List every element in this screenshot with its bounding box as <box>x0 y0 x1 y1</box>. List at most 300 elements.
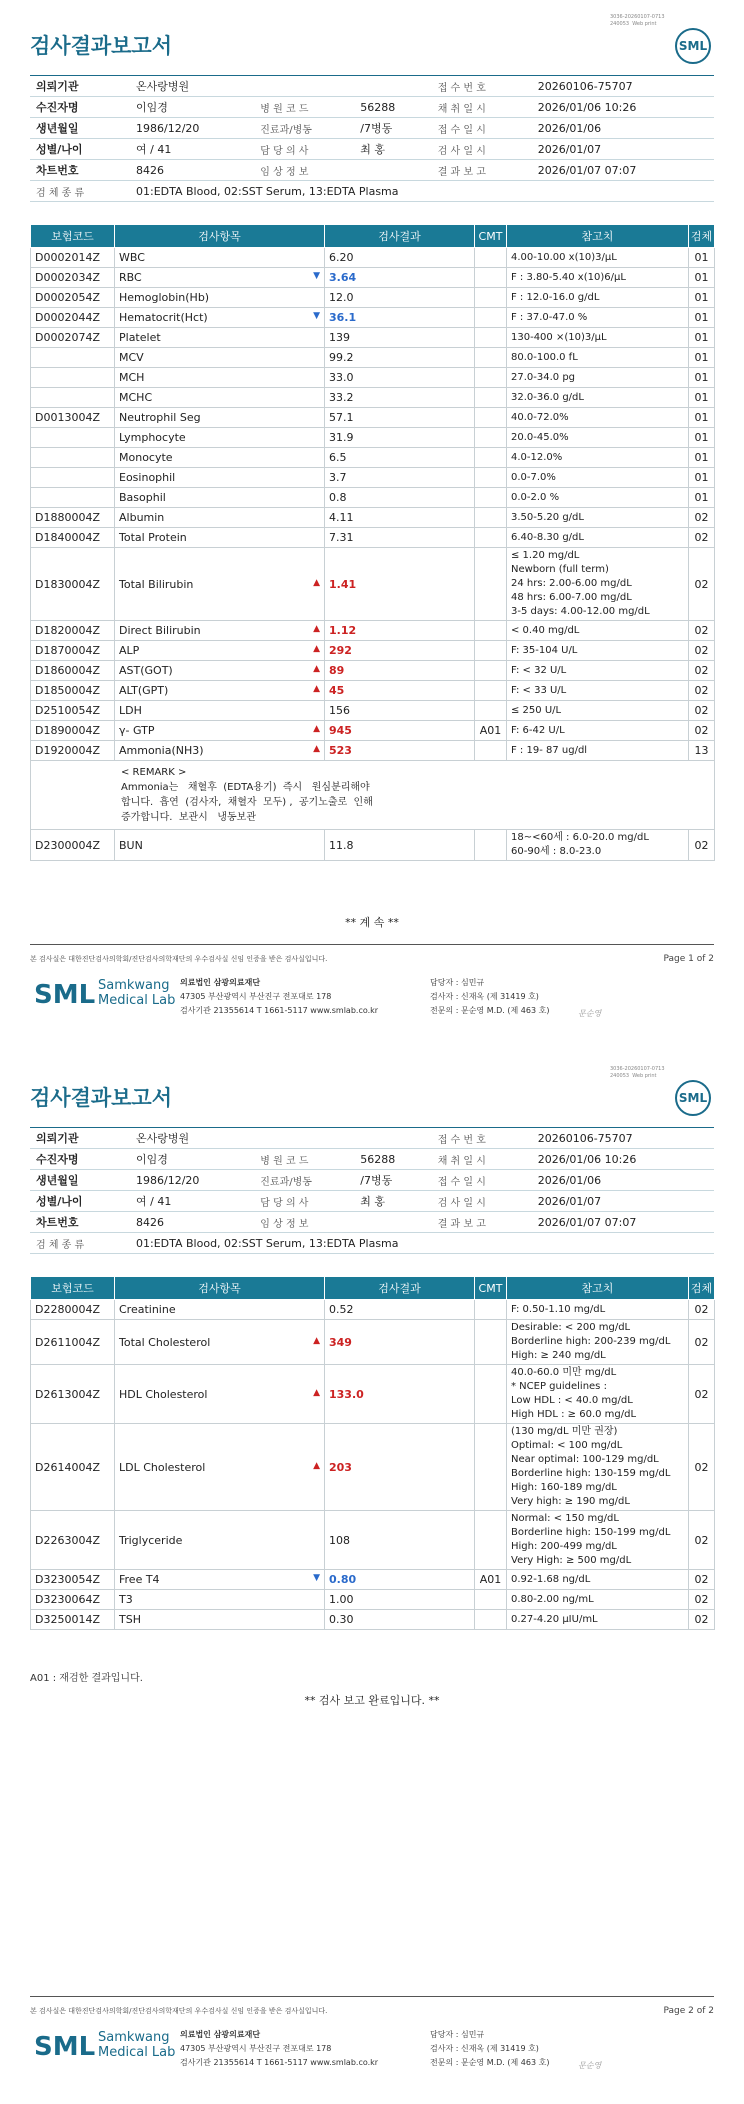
specimen-value: 01:EDTA Blood, 02:SST Serum, 13:EDTA Plasma <box>130 1233 714 1254</box>
table-row <box>31 388 715 408</box>
cmt <box>475 328 507 348</box>
col-code-header: 보험코드 <box>31 225 115 248</box>
dept-value: /7병동 <box>354 1170 431 1191</box>
test-result: 12.0 <box>325 288 475 308</box>
test-item: Lymphocyte <box>115 428 325 448</box>
page-number: Page 1 of 2 <box>663 954 714 964</box>
insurance-code: D1860004Z <box>31 661 115 681</box>
test-item: ▲ Total Cholesterol <box>115 1320 325 1365</box>
insurance-code: D3250014Z <box>31 1610 115 1630</box>
col-item-header: 검사항목 <box>115 225 325 248</box>
results-table-page-1 <box>30 224 715 861</box>
dob-value: 1986/12/20 <box>130 118 254 139</box>
test-result: 89 <box>325 661 475 681</box>
reference-range: F : 3.80-5.40 x(10)6/μL <box>507 268 689 288</box>
table-row <box>31 701 715 721</box>
test-item: ▲ ALP <box>115 641 325 661</box>
cmt <box>475 741 507 761</box>
test-result: 945 <box>325 721 475 741</box>
specimen-code: 02 <box>689 1511 715 1570</box>
dept-label: 진료과/병동 <box>254 1170 354 1191</box>
report-title: 검사결과보고서 <box>30 1086 173 1110</box>
foundation-info: 의료법인 삼광의료재단 47305 부산광역시 부산진구 전포대로 178 검사기관 21355614 T 1661-5117 www.smlab.co.kr <box>180 978 379 1015</box>
specimen-value: 01:EDTA Blood, 02:SST Serum, 13:EDTA Plasma <box>130 181 714 202</box>
insurance-code <box>31 488 115 508</box>
insurance-code: D1920004Z <box>31 741 115 761</box>
col-result-header: 검사결과 <box>325 1277 475 1300</box>
continue-text: ** 계 속 ** <box>345 916 399 929</box>
flag-icon: ▼ <box>313 311 320 321</box>
insurance-code <box>31 428 115 448</box>
table-row <box>31 661 715 681</box>
test-item: ▲ ALT(GPT) <box>115 681 325 701</box>
test-result: 0.8 <box>325 488 475 508</box>
flag-icon: ▲ <box>313 577 320 588</box>
patient-info-table <box>30 1127 714 1254</box>
insurance-code: D1830004Z <box>31 548 115 621</box>
specimen-code: 02 <box>689 1424 715 1511</box>
page-number: Page 2 of 2 <box>663 2006 714 2016</box>
reference-range: 32.0-36.0 g/dL <box>507 388 689 408</box>
col-item-header: 검사항목 <box>115 1277 325 1300</box>
cmt <box>475 448 507 468</box>
table-row <box>31 428 715 448</box>
reference-range: 0.27-4.20 μIU/mL <box>507 1610 689 1630</box>
clinical-label: 임 상 정 보 <box>254 160 354 181</box>
insurance-code: D0002044Z <box>31 308 115 328</box>
dept-label: 진료과/병동 <box>254 118 354 139</box>
print-info: 3036-20260107-0713 240053 Web print <box>610 1066 665 1079</box>
test-result: 3.7 <box>325 468 475 488</box>
cmt <box>475 468 507 488</box>
specimen-code: 01 <box>689 488 715 508</box>
test-result: 523 <box>325 741 475 761</box>
org-label: 의뢰기관 <box>30 1128 130 1149</box>
flag-icon: ▲ <box>313 1387 320 1398</box>
cmt <box>475 388 507 408</box>
cmt <box>475 661 507 681</box>
specimen-code: 02 <box>689 1610 715 1630</box>
insurance-code <box>31 368 115 388</box>
insurance-code: D0002074Z <box>31 328 115 348</box>
org-label: 의뢰기관 <box>30 76 130 97</box>
test-result: 99.2 <box>325 348 475 368</box>
cmt <box>475 288 507 308</box>
reference-range: ≤ 250 U/L <box>507 701 689 721</box>
test-item: MCV <box>115 348 325 368</box>
specimen-code: 01 <box>689 308 715 328</box>
table-row <box>31 248 715 268</box>
insurance-code: D1850004Z <box>31 681 115 701</box>
test-result: 349 <box>325 1320 475 1365</box>
reference-range: F: 35-104 U/L <box>507 641 689 661</box>
cmt <box>475 1590 507 1610</box>
signature: 문순영 <box>578 2061 602 2070</box>
reference-range: 6.40-8.30 g/dL <box>507 528 689 548</box>
test-item: WBC <box>115 248 325 268</box>
table-row <box>31 1610 715 1630</box>
insurance-code: D0002014Z <box>31 248 115 268</box>
specimen-code: 02 <box>689 528 715 548</box>
complete-text: ** 검사 보고 완료입니다. ** <box>304 1694 440 1707</box>
receipt-no-value: 20260106-75707 <box>532 76 714 97</box>
dob-label: 생년월일 <box>30 118 130 139</box>
test-result: 3.64 <box>325 268 475 288</box>
test-result: 1.00 <box>325 1590 475 1610</box>
insurance-code: D0013004Z <box>31 408 115 428</box>
test-item: Monocyte <box>115 448 325 468</box>
specimen-code: 01 <box>689 248 715 268</box>
cmt <box>475 1300 507 1320</box>
specimen-code: 02 <box>689 661 715 681</box>
table-row <box>31 268 715 288</box>
dept-value: /7병동 <box>354 118 431 139</box>
test-date-label: 검 사 일 시 <box>432 1191 532 1212</box>
reference-range: F : 12.0-16.0 g/dL <box>507 288 689 308</box>
a01-note: A01 : 재검한 결과입니다. <box>30 1673 143 1684</box>
clinical-value <box>354 1212 431 1233</box>
footer-divider <box>30 944 714 945</box>
flag-icon: ▼ <box>313 1573 320 1583</box>
insurance-code: D1840004Z <box>31 528 115 548</box>
table-row <box>31 621 715 641</box>
footer-divider <box>30 1996 714 1997</box>
table-row <box>31 508 715 528</box>
test-item: Hemoglobin(Hb) <box>115 288 325 308</box>
specimen-code: 02 <box>689 830 715 861</box>
reference-range: F : 37.0-47.0 % <box>507 308 689 328</box>
table-row <box>31 308 715 328</box>
test-result: 36.1 <box>325 308 475 328</box>
reference-range: 3.50-5.20 g/dL <box>507 508 689 528</box>
footer-lab <box>30 2028 714 2078</box>
clinical-label: 임 상 정 보 <box>254 1212 354 1233</box>
table-row <box>31 721 715 741</box>
reference-range: 20.0-45.0% <box>507 428 689 448</box>
test-result: 33.0 <box>325 368 475 388</box>
insurance-code: D1820004Z <box>31 621 115 641</box>
footer-logo: SML <box>34 980 96 1010</box>
test-item: ▼ RBC <box>115 268 325 288</box>
cmt: A01 <box>475 721 507 741</box>
specimen-code: 02 <box>689 1570 715 1590</box>
specimen-code: 02 <box>689 1300 715 1320</box>
test-result: 139 <box>325 328 475 348</box>
cmt <box>475 508 507 528</box>
reference-range: (130 mg/dL 미만 권장) Optimal: < 100 mg/dL Near optimal: 100-129 mg/dL Borderline high: 130-159 mg/dL High: 160-189 mg/dL Very high: ≥ 190 mg/dL <box>507 1424 689 1511</box>
reference-range: F: 6-42 U/L <box>507 721 689 741</box>
specimen-code: 02 <box>689 681 715 701</box>
test-item: Creatinine <box>115 1300 325 1320</box>
test-result: 0.80 <box>325 1570 475 1590</box>
test-result: 0.30 <box>325 1610 475 1630</box>
cmt <box>475 368 507 388</box>
test-item: ▲ HDL Cholesterol <box>115 1365 325 1424</box>
collect-label: 채 취 일 시 <box>432 97 532 118</box>
org-value: 온사랑병원 <box>130 1128 432 1149</box>
test-result: 108 <box>325 1511 475 1570</box>
insurance-code: D2280004Z <box>31 1300 115 1320</box>
cmt <box>475 1365 507 1424</box>
dob-label: 생년월일 <box>30 1170 130 1191</box>
specimen-code: 02 <box>689 621 715 641</box>
insurance-code: D2613004Z <box>31 1365 115 1424</box>
test-item: MCH <box>115 368 325 388</box>
report-value: 2026/01/07 07:07 <box>532 1212 714 1233</box>
results-table-page-2 <box>30 1276 715 1630</box>
insurance-code <box>31 348 115 368</box>
test-result: 4.11 <box>325 508 475 528</box>
name-label: 수진자명 <box>30 97 130 118</box>
insurance-code: D3230064Z <box>31 1590 115 1610</box>
remark-text: < REMARK > Ammonia는 채혈후 (EDTA용기) 즉시 원심분리해야 합니다. 흡연 (검사자, 채혈자 모두) , 공기노출로 인해 증가합니다. 보관시 냉동보관 <box>121 767 373 823</box>
test-result: 203 <box>325 1424 475 1511</box>
receipt-no-value: 20260106-75707 <box>532 1128 714 1149</box>
collect-value: 2026/01/06 10:26 <box>532 97 714 118</box>
reference-range: ≤ 1.20 mg/dL Newborn (full term) 24 hrs: 2.00-6.00 mg/dL 48 hrs: 6.00-7.00 mg/dL 3-5 days: 4.00-12.00 mg/dL <box>507 548 689 621</box>
test-item: Albumin <box>115 508 325 528</box>
receipt-no-label: 접 수 번 호 <box>432 1128 532 1149</box>
test-date-value: 2026/01/07 <box>532 139 714 160</box>
test-item: TSH <box>115 1610 325 1630</box>
specimen-label: 검 체 종 류 <box>30 1233 130 1254</box>
footer-lab <box>30 976 714 1026</box>
test-result: 156 <box>325 701 475 721</box>
received-value: 2026/01/06 <box>532 1170 714 1191</box>
test-date-value: 2026/01/07 <box>532 1191 714 1212</box>
test-result: 45 <box>325 681 475 701</box>
reference-range: 40.0-72.0% <box>507 408 689 428</box>
sml-logo: SML <box>675 28 711 64</box>
table-row <box>31 548 715 621</box>
flag-icon: ▲ <box>313 664 320 674</box>
test-item: MCHC <box>115 388 325 408</box>
table-row <box>31 328 715 348</box>
flag-icon: ▼ <box>313 271 320 281</box>
specimen-code: 02 <box>689 721 715 741</box>
test-result: 7.31 <box>325 528 475 548</box>
test-item: ▲ Ammonia(NH3) <box>115 741 325 761</box>
table-row <box>31 448 715 468</box>
hospital-code-label: 병 원 코 드 <box>254 97 354 118</box>
table-row <box>31 1320 715 1365</box>
reference-range: 0.0-7.0% <box>507 468 689 488</box>
reference-range: 0.92-1.68 ng/dL <box>507 1570 689 1590</box>
cmt <box>475 488 507 508</box>
chart-label: 차트번호 <box>30 1212 130 1233</box>
received-value: 2026/01/06 <box>532 118 714 139</box>
test-item: Triglyceride <box>115 1511 325 1570</box>
specimen-code: 13 <box>689 741 715 761</box>
table-row <box>31 1300 715 1320</box>
flag-icon: ▲ <box>313 744 320 754</box>
lab-name: Samkwang Medical Lab <box>98 978 176 1008</box>
insurance-code: D1880004Z <box>31 508 115 528</box>
test-item: Basophil <box>115 488 325 508</box>
table-row <box>31 1424 715 1511</box>
insurance-code <box>31 468 115 488</box>
sml-logo: SML <box>675 1080 711 1116</box>
reference-range: Desirable: < 200 mg/dL Borderline high: 200-239 mg/dL High: ≥ 240 mg/dL <box>507 1320 689 1365</box>
specimen-code: 01 <box>689 468 715 488</box>
cmt <box>475 701 507 721</box>
doctor-label: 담 당 의 사 <box>254 139 354 160</box>
reference-range: 80.0-100.0 fL <box>507 348 689 368</box>
cmt <box>475 621 507 641</box>
specimen-code: 01 <box>689 368 715 388</box>
table-row <box>31 1511 715 1570</box>
specimen-code: 02 <box>689 508 715 528</box>
received-label: 접 수 일 시 <box>432 118 532 139</box>
test-item: Total Protein <box>115 528 325 548</box>
doctor-label: 담 당 의 사 <box>254 1191 354 1212</box>
flag-icon: ▲ <box>313 684 320 694</box>
cert-note: 본 검사실은 대한진단검사의학회/진단검사의학재단의 우수검사실 신임 인증을 받은 검사실입니다. <box>30 2007 328 2015</box>
col-result-header: 검사결과 <box>325 225 475 248</box>
collect-value: 2026/01/06 10:26 <box>532 1149 714 1170</box>
test-date-label: 검 사 일 시 <box>432 139 532 160</box>
report-page-2 <box>0 1052 744 2104</box>
test-result: 1.41 <box>325 548 475 621</box>
clinical-value <box>354 160 431 181</box>
table-row <box>31 641 715 661</box>
insurance-code: D2611004Z <box>31 1320 115 1365</box>
col-spec-header: 검체 <box>689 1277 715 1300</box>
insurance-code <box>31 448 115 468</box>
org-value: 온사랑병원 <box>130 76 432 97</box>
test-result: 0.52 <box>325 1300 475 1320</box>
test-item: ▲ LDL Cholesterol <box>115 1424 325 1511</box>
test-item: ▼ Hematocrit(Hct) <box>115 308 325 328</box>
insurance-code: D2510054Z <box>31 701 115 721</box>
test-result: 1.12 <box>325 621 475 641</box>
reference-range: 4.0-12.0% <box>507 448 689 468</box>
hospital-code-value: 56288 <box>354 1149 431 1170</box>
reference-range: F: < 32 U/L <box>507 661 689 681</box>
specimen-code: 01 <box>689 408 715 428</box>
reference-range: F: 0.50-1.10 mg/dL <box>507 1300 689 1320</box>
table-row <box>31 528 715 548</box>
cmt <box>475 528 507 548</box>
insurance-code: D2263004Z <box>31 1511 115 1570</box>
test-result: 6.5 <box>325 448 475 468</box>
report-title: 검사결과보고서 <box>30 34 173 58</box>
specimen-code: 01 <box>689 268 715 288</box>
flag-icon: ▲ <box>313 1460 320 1471</box>
specimen-code: 01 <box>689 348 715 368</box>
dob-value: 1986/12/20 <box>130 1170 254 1191</box>
reference-range: 40.0-60.0 미만 mg/dL * NCEP guidelines : Low HDL : < 40.0 mg/dL High HDL : ≥ 60.0 mg/dL <box>507 1365 689 1424</box>
flag-icon: ▲ <box>313 1335 320 1346</box>
cert-note: 본 검사실은 대한진단검사의학회/진단검사의학재단의 우수검사실 신임 인증을 받은 검사실입니다. <box>30 955 328 963</box>
insurance-code: D0002054Z <box>31 288 115 308</box>
name-value: 이임경 <box>130 97 254 118</box>
specimen-code: 01 <box>689 388 715 408</box>
col-cmt-header: CMT <box>475 1277 507 1300</box>
specimen-code: 01 <box>689 448 715 468</box>
reference-range: 27.0-34.0 pg <box>507 368 689 388</box>
cmt <box>475 428 507 448</box>
test-result: 33.2 <box>325 388 475 408</box>
table-row <box>31 830 715 861</box>
hospital-code-label: 병 원 코 드 <box>254 1149 354 1170</box>
insurance-code: D2614004Z <box>31 1424 115 1511</box>
cmt: A01 <box>475 1570 507 1590</box>
insurance-code: D0002034Z <box>31 268 115 288</box>
test-item: T3 <box>115 1590 325 1610</box>
test-result: 31.9 <box>325 428 475 448</box>
col-cmt-header: CMT <box>475 225 507 248</box>
patient-info-table <box>30 75 714 202</box>
col-spec-header: 검체 <box>689 225 715 248</box>
insurance-code: D1870004Z <box>31 641 115 661</box>
staff-info: 담당자 : 심민규 검사자 : 신재옥 (제 31419 호) 전문의 : 문순영 M.D. (제 463 호) <box>430 2030 550 2067</box>
table-row <box>31 1590 715 1610</box>
foundation-info: 의료법인 삼광의료재단 47305 부산광역시 부산진구 전포대로 178 검사기관 21355614 T 1661-5117 www.smlab.co.kr <box>180 2030 379 2067</box>
reference-range: F: < 33 U/L <box>507 681 689 701</box>
specimen-code: 01 <box>689 328 715 348</box>
test-item: ▲ Total Bilirubin <box>115 548 325 621</box>
specimen-code: 01 <box>689 428 715 448</box>
cmt <box>475 1320 507 1365</box>
flag-icon: ▲ <box>313 644 320 654</box>
chart-value: 8426 <box>130 1212 254 1233</box>
report-label: 결 과 보 고 <box>432 1212 532 1233</box>
sexage-value: 여 / 41 <box>130 139 254 160</box>
print-info: 3036-20260107-0713 240053 Web print <box>610 14 665 27</box>
cmt <box>475 681 507 701</box>
footer-logo: SML <box>34 2032 96 2062</box>
specimen-code: 02 <box>689 701 715 721</box>
chart-value: 8426 <box>130 160 254 181</box>
name-label: 수진자명 <box>30 1149 130 1170</box>
specimen-code: 01 <box>689 288 715 308</box>
table-row <box>31 408 715 428</box>
flag-icon: ▲ <box>313 624 320 634</box>
test-item: ▲ γ- GTP <box>115 721 325 741</box>
reference-range: < 0.40 mg/dL <box>507 621 689 641</box>
test-item: ▼ Free T4 <box>115 1570 325 1590</box>
received-label: 접 수 일 시 <box>432 1170 532 1191</box>
specimen-code: 02 <box>689 1590 715 1610</box>
specimen-code: 02 <box>689 548 715 621</box>
cmt <box>475 348 507 368</box>
flag-icon: ▲ <box>313 724 320 734</box>
doctor-value: 최 홍 <box>354 139 431 160</box>
table-row <box>31 288 715 308</box>
reference-range: 130-400 ×(10)3/μL <box>507 328 689 348</box>
table-row <box>31 368 715 388</box>
test-result: 57.1 <box>325 408 475 428</box>
cmt <box>475 1511 507 1570</box>
reference-range: 4.00-10.00 x(10)3/μL <box>507 248 689 268</box>
specimen-label: 검 체 종 류 <box>30 181 130 202</box>
test-item: Platelet <box>115 328 325 348</box>
hospital-code-value: 56288 <box>354 97 431 118</box>
table-row <box>31 1365 715 1424</box>
chart-label: 차트번호 <box>30 160 130 181</box>
test-item: ▲ Direct Bilirubin <box>115 621 325 641</box>
reference-range: F : 19- 87 ug/dl <box>507 741 689 761</box>
insurance-code: D3230054Z <box>31 1570 115 1590</box>
report-label: 결 과 보 고 <box>432 160 532 181</box>
cmt <box>475 1610 507 1630</box>
reference-range: 0.80-2.00 ng/mL <box>507 1590 689 1610</box>
signature: 문순영 <box>578 1009 602 1018</box>
table-row <box>31 468 715 488</box>
reference-range: 18~<60세 : 6.0-20.0 mg/dL 60-90세 : 8.0-23.0 <box>507 830 689 861</box>
test-result: 6.20 <box>325 248 475 268</box>
